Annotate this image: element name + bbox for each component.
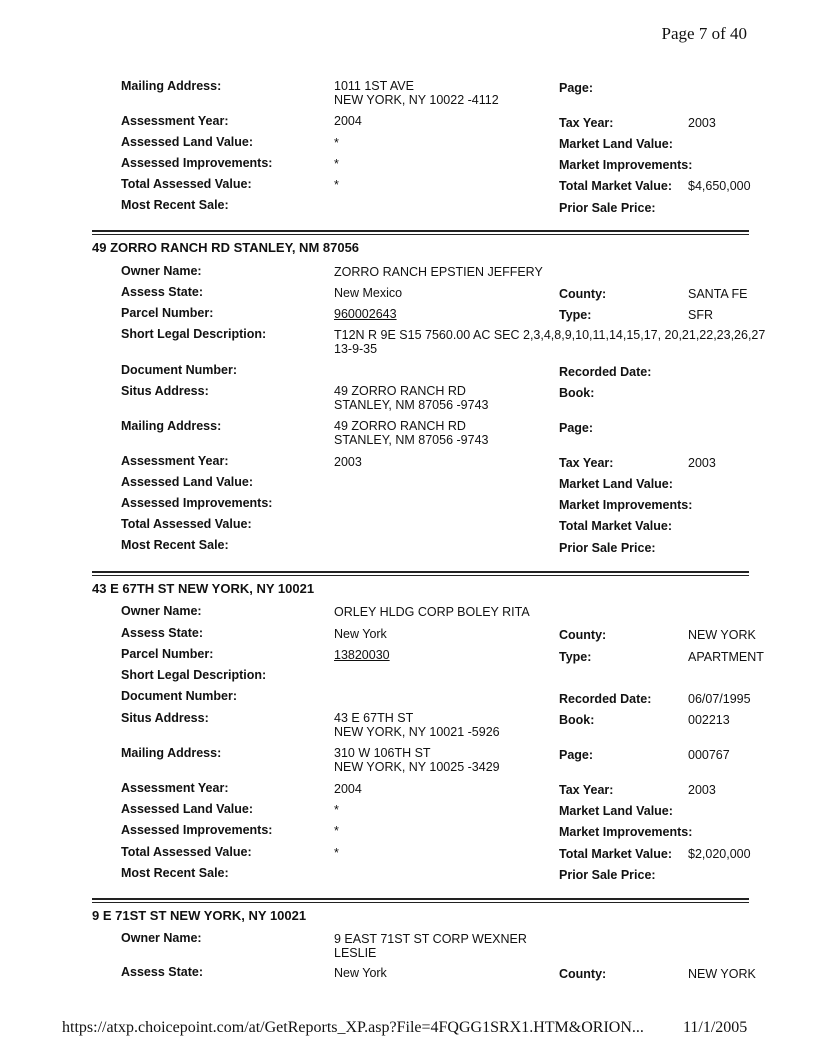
recorded-date-value: 06/07/1995 [688, 692, 751, 706]
page-label: Page: [559, 421, 594, 435]
total-market-label: Total Market Value: [559, 847, 672, 861]
assessed-improvements-value: * [334, 157, 339, 171]
recorded-date-label: Recorded Date: [559, 365, 652, 379]
tax-year-value: 2003 [688, 783, 716, 797]
mailing-address-line1: 1011 1ST AVE [334, 79, 414, 93]
recorded-date-label: Recorded Date: [559, 692, 652, 706]
owner-name-value: ORLEY HLDG CORP BOLEY RITA [334, 605, 530, 619]
tax-year-value: 2003 [688, 456, 716, 470]
county-value: NEW YORK [688, 628, 756, 642]
footer-url[interactable]: https://atxp.choicepoint.com/at/GetReports_XP.asp?File=4FQGG1SRX1.HTM&ORION... [62, 1019, 644, 1036]
parcel-number-link[interactable]: 13820030 [334, 648, 390, 662]
total-market-label: Total Market Value: [559, 519, 672, 533]
assessed-land-value: * [334, 136, 339, 150]
assess-state-value: New York [334, 966, 387, 980]
section-divider [92, 898, 749, 903]
market-land-label: Market Land Value: [559, 804, 673, 818]
situs-address-line1: 49 ZORRO RANCH RD [334, 384, 466, 398]
page-value: 000767 [688, 748, 730, 762]
parcel-number-label: Parcel Number: [121, 647, 214, 661]
document-number-label: Document Number: [121, 689, 237, 703]
most-recent-sale-label: Most Recent Sale: [121, 198, 229, 212]
assessed-improvements-label: Assessed Improvements: [121, 823, 273, 837]
property-title: 49 ZORRO RANCH RD STANLEY, NM 87056 [92, 240, 360, 255]
assess-state-value: New Mexico [334, 286, 403, 300]
parcel-number-link[interactable]: 960002643 [334, 307, 397, 321]
county-label: County: [559, 628, 607, 642]
tax-year-label: Tax Year: [559, 116, 614, 130]
mailing-address-line1: 310 W 106TH ST [334, 746, 431, 760]
total-assessed-label: Total Assessed Value: [121, 177, 252, 191]
assessment-year-value: 2004 [334, 782, 362, 796]
total-market-value: $4,650,000 [688, 179, 751, 193]
assess-state-label: Assess State: [121, 965, 203, 979]
assess-state-value: New York [334, 627, 387, 641]
page-number: Page 7 of 40 [661, 24, 747, 43]
assessment-year-label: Assessment Year: [121, 781, 229, 795]
short-legal-line1: T12N R 9E S15 7560.00 AC SEC 2,3,4,8,9,10,11,14,15,17, 20,21,22,23,26,27 [334, 328, 766, 342]
tax-year-label: Tax Year: [559, 783, 614, 797]
page-label: Page: [559, 748, 594, 762]
market-land-label: Market Land Value: [559, 477, 673, 491]
type-label: Type: [559, 308, 592, 322]
owner-name-label: Owner Name: [121, 931, 202, 945]
short-legal-line2: 13-9-35 [334, 342, 378, 356]
assessment-year-value: 2004 [334, 114, 362, 128]
book-label: Book: [559, 386, 595, 400]
assessed-improvements-label: Assessed Improvements: [121, 496, 273, 510]
owner-name-value: ZORRO RANCH EPSTIEN JEFFERY [334, 265, 543, 279]
assessed-land-value: * [334, 803, 339, 817]
county-label: County: [559, 967, 607, 981]
assessment-year-value: 2003 [334, 455, 362, 469]
mailing-address-line1: 49 ZORRO RANCH RD [334, 419, 466, 433]
assessment-year-label: Assessment Year: [121, 114, 229, 128]
market-improvements-label: Market Improvements: [559, 825, 693, 839]
assessed-land-label: Assessed Land Value: [121, 135, 254, 149]
book-label: Book: [559, 713, 595, 727]
prior-sale-label: Prior Sale Price: [559, 868, 656, 882]
assessment-year-label: Assessment Year: [121, 454, 229, 468]
total-market-value: $2,020,000 [688, 847, 751, 861]
section-divider [92, 230, 749, 235]
total-assessed-label: Total Assessed Value: [121, 517, 252, 531]
assessed-improvements-value: * [334, 824, 339, 838]
owner-name-label: Owner Name: [121, 604, 202, 618]
short-legal-label: Short Legal Description: [121, 327, 267, 341]
most-recent-sale-label: Most Recent Sale: [121, 866, 229, 880]
footer-date: 11/1/2005 [683, 1019, 748, 1036]
property-title: 9 E 71ST ST NEW YORK, NY 10021 [92, 908, 307, 923]
parcel-number-label: Parcel Number: [121, 306, 214, 320]
market-improvements-label: Market Improvements: [559, 158, 693, 172]
assess-state-label: Assess State: [121, 626, 203, 640]
document-number-label: Document Number: [121, 363, 237, 377]
market-land-label: Market Land Value: [559, 137, 673, 151]
mailing-address-line2: NEW YORK, NY 10025 -3429 [334, 760, 500, 774]
type-value: SFR [688, 308, 713, 322]
county-value: SANTA FE [688, 287, 748, 301]
assess-state-label: Assess State: [121, 285, 203, 299]
property-title: 43 E 67TH ST NEW YORK, NY 10021 [92, 581, 315, 596]
total-market-label: Total Market Value: [559, 179, 672, 193]
county-value: NEW YORK [688, 967, 756, 981]
total-assessed-value: * [334, 178, 339, 192]
tax-year-label: Tax Year: [559, 456, 614, 470]
assessed-land-label: Assessed Land Value: [121, 475, 254, 489]
total-assessed-value: * [334, 846, 339, 860]
county-label: County: [559, 287, 607, 301]
assessed-improvements-label: Assessed Improvements: [121, 156, 273, 170]
type-value: APARTMENT [688, 650, 764, 664]
owner-name-line2: LESLIE [334, 946, 377, 960]
mailing-address-line2: NEW YORK, NY 10022 -4112 [334, 93, 499, 107]
mailing-address-line2: STANLEY, NM 87056 -9743 [334, 433, 489, 447]
market-improvements-label: Market Improvements: [559, 498, 693, 512]
mailing-address-label: Mailing Address: [121, 419, 222, 433]
owner-name-line1: 9 EAST 71ST ST CORP WEXNER [334, 932, 527, 946]
situs-address-line1: 43 E 67TH ST [334, 711, 414, 725]
total-assessed-label: Total Assessed Value: [121, 845, 252, 859]
short-legal-label: Short Legal Description: [121, 668, 267, 682]
page-label: Page: [559, 81, 594, 95]
situs-address-line2: STANLEY, NM 87056 -9743 [334, 398, 489, 412]
mailing-address-label: Mailing Address: [121, 746, 222, 760]
prior-sale-label: Prior Sale Price: [559, 541, 656, 555]
situs-address-line2: NEW YORK, NY 10021 -5926 [334, 725, 500, 739]
tax-year-value: 2003 [688, 116, 716, 130]
situs-address-label: Situs Address: [121, 711, 209, 725]
assessed-land-label: Assessed Land Value: [121, 802, 254, 816]
situs-address-label: Situs Address: [121, 384, 209, 398]
prior-sale-label: Prior Sale Price: [559, 201, 656, 215]
owner-name-label: Owner Name: [121, 264, 202, 278]
most-recent-sale-label: Most Recent Sale: [121, 538, 229, 552]
section-divider [92, 571, 749, 576]
type-label: Type: [559, 650, 592, 664]
mailing-address-label: Mailing Address: [121, 79, 222, 93]
book-value: 002213 [688, 713, 730, 727]
